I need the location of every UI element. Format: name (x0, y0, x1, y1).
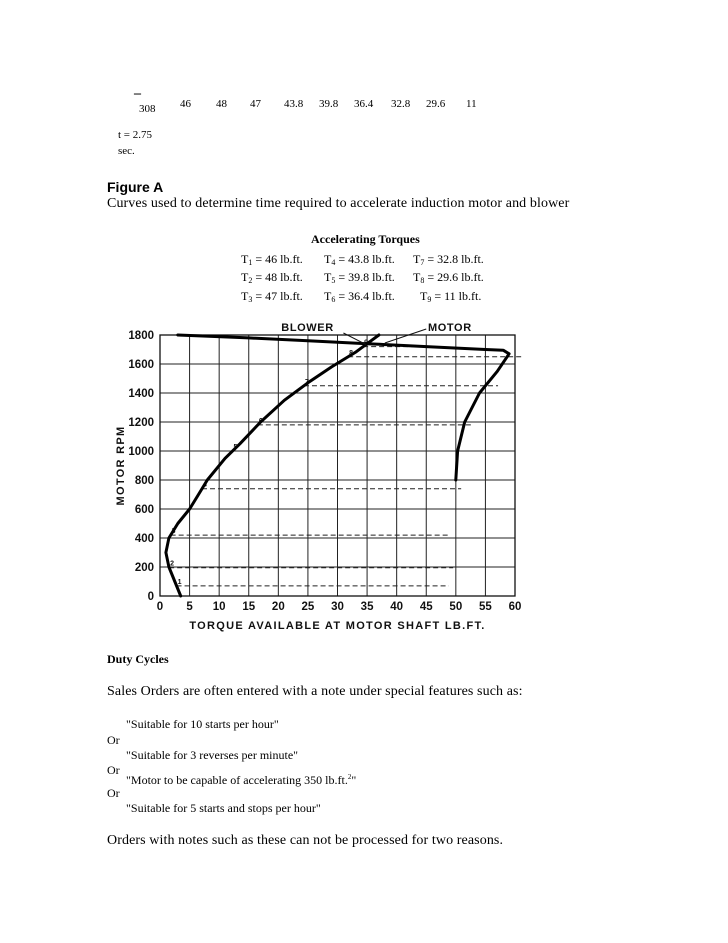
torque-item-1 (241, 252, 303, 267)
or-1: Or (107, 733, 120, 747)
step-label: 9 (364, 339, 369, 347)
y-tick-label: 600 (134, 504, 154, 516)
x-tick-label: 25 (301, 601, 315, 613)
torque-symbol: T (324, 289, 332, 303)
table-value: 11 (466, 98, 477, 110)
y-tick-label: 1000 (128, 446, 154, 458)
x-tick-label: 15 (242, 601, 256, 613)
duty-intro: Sales Orders are often entered with a note under special features such as: (107, 684, 523, 699)
x-tick-label: 40 (390, 601, 404, 613)
y-tick-label: 400 (134, 533, 154, 545)
step-label: 3 (171, 528, 176, 536)
torque-subscript: 2 (248, 276, 253, 285)
duty-quote-3-text: "Motor to be capable of accelerating 350 lb.ft. (126, 773, 348, 787)
time-unit: sec. (118, 145, 135, 157)
series-motor-line (178, 335, 509, 480)
torque-value: = 32.8 lb.ft. (424, 252, 484, 266)
torque-value: = 29.6 lb.ft. (424, 270, 484, 284)
y-axis-title: MOTOR RPM (115, 425, 127, 506)
y-tick-label: 800 (134, 475, 154, 487)
torque-value: = 48 lb.ft. (252, 270, 303, 284)
torque-subscript: 5 (331, 276, 336, 285)
torque-item-6 (324, 289, 395, 304)
step-label: 1 (177, 578, 182, 586)
step-label: 4 (203, 481, 207, 489)
table-value: 43.8 (284, 98, 304, 110)
x-tick-label: 35 (360, 601, 374, 613)
x-axis-title: TORQUE AVAILABLE AT MOTOR SHAFT LB.FT. (189, 620, 486, 632)
torque-subscript: 1 (248, 258, 253, 267)
torque-item-9 (420, 289, 481, 304)
torque-subscript: 7 (420, 258, 425, 267)
torques-heading: Accelerating Torques (311, 232, 420, 246)
y-tick-label: 1800 (128, 330, 154, 342)
table-first-cell: 308 (139, 103, 156, 115)
duty-quote-4: "Suitable for 5 starts and stops per hour" (126, 801, 321, 815)
torque-item-2 (241, 270, 303, 285)
torque-symbol: T (241, 289, 249, 303)
torque-value: = 36.4 lb.ft. (335, 289, 395, 303)
table-value: 48 (216, 98, 227, 110)
motor-leader-line (385, 329, 426, 343)
y-tick-label: 1400 (128, 388, 154, 400)
torque-symbol: T (413, 252, 421, 266)
torque-value: = 47 lb.ft. (252, 289, 303, 303)
torque-item-4 (324, 252, 395, 267)
table-value: 39.8 (319, 98, 339, 110)
table-value: 32.8 (391, 98, 411, 110)
figure-caption: Curves used to determine time required to accelerate induction motor and blower (107, 196, 570, 211)
step-label: 2 (170, 560, 175, 568)
table-value: 29.6 (426, 98, 446, 110)
torque-value: = 43.8 lb.ft. (335, 252, 395, 266)
torque-item-8 (413, 270, 484, 285)
step-label: 6 (258, 417, 263, 425)
table-value: 47 (250, 98, 261, 110)
torque-value: = 39.8 lb.ft. (335, 270, 395, 284)
or-2: Or (107, 763, 120, 777)
x-tick-label: 55 (479, 601, 492, 613)
step-label: 5 (233, 444, 238, 451)
torque-item-5 (324, 270, 395, 285)
duty-quote-3-sup: 2 (347, 773, 352, 781)
figure-title: Figure A (107, 179, 164, 195)
x-tick-label: 5 (186, 601, 193, 613)
duty-heading: Duty Cycles (107, 652, 169, 666)
duty-closing: Orders with notes such as these can not be processed for two reasons. (107, 833, 504, 848)
x-tick-label: 0 (156, 601, 164, 613)
torque-subscript: 6 (331, 295, 336, 304)
time-value: t = 2.75 (118, 129, 153, 141)
x-tick-label: 20 (271, 601, 285, 613)
torque-symbol: T (324, 252, 332, 266)
x-tick-label: 60 (508, 601, 522, 613)
torque-item-7 (413, 252, 484, 267)
motor-label: MOTOR (428, 322, 472, 334)
torque-symbol: T (241, 270, 249, 284)
torque-symbol: T (420, 289, 428, 303)
x-tick-label: 50 (449, 601, 463, 613)
table-bar: ‒ (134, 86, 141, 101)
blower-label: BLOWER (281, 322, 334, 334)
duty-quote-3-end: " (351, 773, 357, 787)
y-tick-label: 1600 (128, 359, 154, 371)
series-blower-line (166, 335, 379, 596)
torque-subscript: 4 (331, 258, 336, 267)
torque-speed-chart (108, 318, 528, 638)
y-tick-label: 0 (147, 591, 154, 603)
duty-quote-3 (126, 773, 356, 788)
torque-symbol: T (324, 270, 332, 284)
torque-subscript: 3 (248, 295, 253, 304)
torque-subscript: 9 (427, 295, 432, 304)
torque-symbol: T (241, 252, 249, 266)
torque-symbol: T (413, 270, 421, 284)
table-value: 36.4 (354, 98, 374, 110)
y-tick-label: 1200 (128, 417, 154, 429)
x-tick-label: 10 (212, 601, 226, 613)
y-tick-label: 200 (134, 562, 154, 574)
torque-value: = 46 lb.ft. (252, 252, 303, 266)
torque-subscript: 8 (420, 276, 425, 285)
x-tick-label: 45 (419, 601, 433, 613)
duty-quote-2: "Suitable for 3 reverses per minute" (126, 748, 299, 762)
or-3: Or (107, 786, 120, 800)
step-label: 8 (349, 349, 354, 357)
step-label: 7 (304, 378, 309, 386)
torque-value: = 11 lb.ft. (431, 289, 482, 303)
duty-quote-1: "Suitable for 10 starts per hour" (126, 717, 279, 731)
x-tick-label: 30 (331, 601, 344, 613)
torque-item-3 (241, 289, 303, 304)
table-value: 46 (180, 98, 191, 110)
